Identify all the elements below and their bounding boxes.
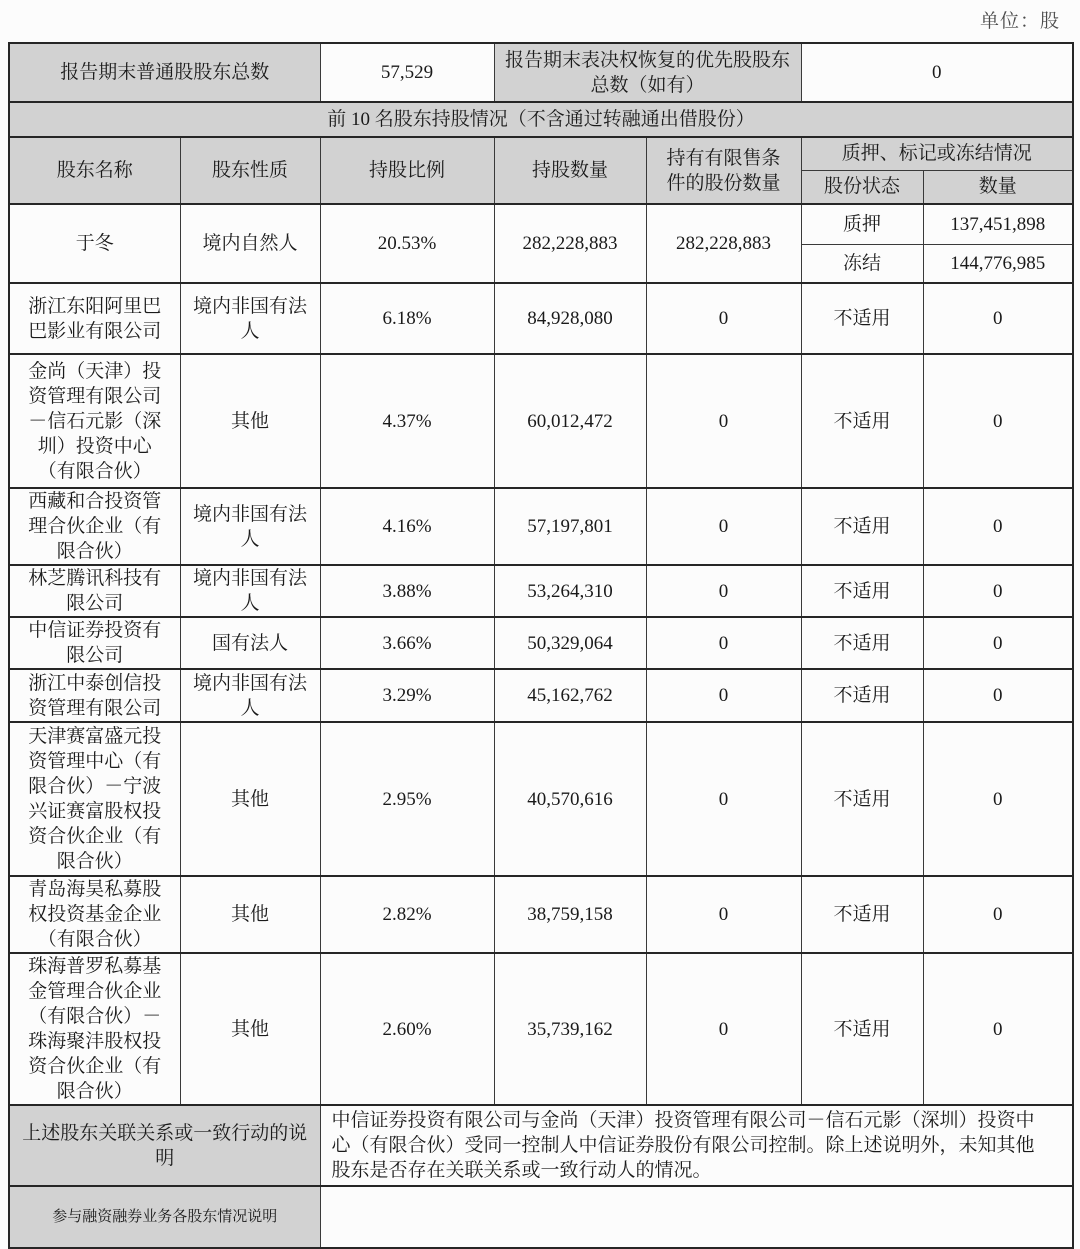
shareholder-row bbox=[9, 669, 1073, 722]
shareholder-nature: 其他 bbox=[180, 953, 320, 1105]
summary-row bbox=[9, 43, 1073, 102]
pledge-qty: 0 bbox=[923, 669, 1073, 722]
shares-held: 35,739,162 bbox=[494, 953, 646, 1105]
shareholder-name: 天津赛富盛元投资管理中心（有限合伙）－宁波兴证赛富股权投资合伙企业（有限合伙） bbox=[9, 722, 180, 876]
restricted-shares: 0 bbox=[646, 617, 801, 669]
shareholder-nature: 其他 bbox=[180, 722, 320, 876]
pledge-qty: 0 bbox=[923, 283, 1073, 354]
shareholding-ratio: 6.18% bbox=[320, 283, 494, 354]
shareholder-nature: 境内自然人 bbox=[180, 204, 320, 283]
pledge-status: 质押 bbox=[801, 204, 923, 244]
shareholder-name: 西藏和合投资管理合伙企业（有限合伙） bbox=[9, 488, 180, 565]
shares-held: 53,264,310 bbox=[494, 565, 646, 617]
shareholder-name: 青岛海昊私募股权投资基金企业（有限合伙） bbox=[9, 876, 180, 953]
shareholding-ratio: 4.37% bbox=[320, 354, 494, 488]
pledge-qty: 0 bbox=[923, 876, 1073, 953]
shareholder-row bbox=[9, 722, 1073, 876]
shareholder-row bbox=[9, 617, 1073, 669]
shareholder-nature: 境内非国有法人 bbox=[180, 488, 320, 565]
pledge-status: 不适用 bbox=[801, 669, 923, 722]
header-shareholder-name: 股东名称 bbox=[9, 137, 180, 204]
shareholding-ratio: 4.16% bbox=[320, 488, 494, 565]
shareholding-ratio: 3.88% bbox=[320, 565, 494, 617]
shares-held: 60,012,472 bbox=[494, 354, 646, 488]
relation-note-label: 上述股东关联关系或一致行动的说明 bbox=[9, 1105, 320, 1186]
pledge-status: 不适用 bbox=[801, 953, 923, 1105]
shareholder-row bbox=[9, 204, 1073, 244]
shareholder-nature: 境内非国有法人 bbox=[180, 669, 320, 722]
restricted-shares: 0 bbox=[646, 488, 801, 565]
shareholder-nature: 境内非国有法人 bbox=[180, 283, 320, 354]
shareholder-name: 中信证券投资有限公司 bbox=[9, 617, 180, 669]
pledge-qty: 137,451,898 bbox=[923, 204, 1073, 244]
shareholding-ratio: 20.53% bbox=[320, 204, 494, 283]
shareholding-ratio: 3.66% bbox=[320, 617, 494, 669]
shareholder-name: 浙江东阳阿里巴巴影业有限公司 bbox=[9, 283, 180, 354]
section-title-row bbox=[9, 102, 1073, 137]
shares-held: 50,329,064 bbox=[494, 617, 646, 669]
shareholder-row bbox=[9, 876, 1073, 953]
shareholder-nature: 国有法人 bbox=[180, 617, 320, 669]
header-pledge-qty: 数量 bbox=[923, 170, 1073, 204]
preferred-shareholders-label: 报告期末表决权恢复的优先股股东总数（如有） bbox=[494, 43, 801, 102]
shareholder-row bbox=[9, 488, 1073, 565]
restricted-shares: 0 bbox=[646, 283, 801, 354]
shares-held: 40,570,616 bbox=[494, 722, 646, 876]
pledge-status: 不适用 bbox=[801, 283, 923, 354]
shares-held: 45,162,762 bbox=[494, 669, 646, 722]
preferred-shareholders-value: 0 bbox=[801, 43, 1073, 102]
header-pledge-group: 质押、标记或冻结情况 bbox=[801, 137, 1073, 170]
pledge-status: 不适用 bbox=[801, 565, 923, 617]
shareholder-row bbox=[9, 953, 1073, 1105]
shareholder-name: 于冬 bbox=[9, 204, 180, 283]
restricted-shares: 0 bbox=[646, 354, 801, 488]
header-shareholder-nature: 股东性质 bbox=[180, 137, 320, 204]
pledge-qty: 0 bbox=[923, 722, 1073, 876]
shareholder-nature: 其他 bbox=[180, 876, 320, 953]
shareholder-nature: 境内非国有法人 bbox=[180, 565, 320, 617]
shareholding-ratio: 2.82% bbox=[320, 876, 494, 953]
pledge-status: 不适用 bbox=[801, 876, 923, 953]
pledge-status: 冻结 bbox=[801, 244, 923, 283]
restricted-shares: 0 bbox=[646, 565, 801, 617]
unit-label: 单位：股 bbox=[979, 11, 1060, 32]
header-row bbox=[9, 137, 1073, 170]
restricted-shares: 0 bbox=[646, 669, 801, 722]
shareholder-row bbox=[9, 565, 1073, 617]
header-restricted-shares-text: 持有有限售条件的股份数量 bbox=[666, 147, 781, 194]
restricted-shares: 0 bbox=[646, 722, 801, 876]
relation-note-text: 中信证券投资有限公司与金尚（天津）投资管理有限公司－信石元影（深圳）投资中心（有限合伙）受同一控制人中信证券股份有限公司控制。除上述说明外，未知其他股东是否存在关联关系或一致行动人的情况。 bbox=[320, 1105, 1073, 1186]
shareholder-nature: 其他 bbox=[180, 354, 320, 488]
pledge-qty: 0 bbox=[923, 354, 1073, 488]
common-shareholders-value: 57,529 bbox=[320, 43, 494, 102]
pledge-qty: 0 bbox=[923, 488, 1073, 565]
restricted-shares: 0 bbox=[646, 876, 801, 953]
margin-note-row bbox=[9, 1186, 1073, 1248]
shareholders-table bbox=[8, 42, 1074, 1249]
shareholder-name: 珠海普罗私募基金管理合伙企业（有限合伙）－珠海聚沣股权投资合伙企业（有限合伙） bbox=[9, 953, 180, 1105]
shareholding-ratio: 3.29% bbox=[320, 669, 494, 722]
shareholder-row bbox=[9, 354, 1073, 488]
pledge-status: 不适用 bbox=[801, 354, 923, 488]
restricted-shares: 282,228,883 bbox=[646, 204, 801, 283]
shares-held: 38,759,158 bbox=[494, 876, 646, 953]
pledge-status: 不适用 bbox=[801, 617, 923, 669]
section-title: 前 10 名股东持股情况（不含通过转融通出借股份） bbox=[9, 102, 1073, 137]
header-pledge-status: 股份状态 bbox=[801, 170, 923, 204]
margin-note-label: 参与融资融券业务各股东情况说明 bbox=[9, 1186, 320, 1248]
shares-held: 84,928,080 bbox=[494, 283, 646, 354]
shares-held: 57,197,801 bbox=[494, 488, 646, 565]
pledge-qty: 144,776,985 bbox=[923, 244, 1073, 283]
header-restricted-shares bbox=[646, 137, 801, 204]
shares-held: 282,228,883 bbox=[494, 204, 646, 283]
pledge-qty: 0 bbox=[923, 953, 1073, 1105]
common-shareholders-label: 报告期末普通股股东总数 bbox=[9, 43, 320, 102]
shareholding-ratio: 2.95% bbox=[320, 722, 494, 876]
shareholder-name: 浙江中泰创信投资管理有限公司 bbox=[9, 669, 180, 722]
shareholder-name: 金尚（天津）投资管理有限公司－信石元影（深圳）投资中心（有限合伙） bbox=[9, 354, 180, 488]
margin-note-text bbox=[320, 1186, 1073, 1248]
header-shares-held: 持股数量 bbox=[494, 137, 646, 204]
pledge-qty: 0 bbox=[923, 565, 1073, 617]
shareholding-ratio: 2.60% bbox=[320, 953, 494, 1105]
relation-note-row bbox=[9, 1105, 1073, 1186]
restricted-shares: 0 bbox=[646, 953, 801, 1105]
pledge-qty: 0 bbox=[923, 617, 1073, 669]
pledge-status: 不适用 bbox=[801, 488, 923, 565]
shareholder-name: 林芝腾讯科技有限公司 bbox=[9, 565, 180, 617]
pledge-status: 不适用 bbox=[801, 722, 923, 876]
shareholder-row bbox=[9, 283, 1073, 354]
header-shareholding-ratio: 持股比例 bbox=[320, 137, 494, 204]
